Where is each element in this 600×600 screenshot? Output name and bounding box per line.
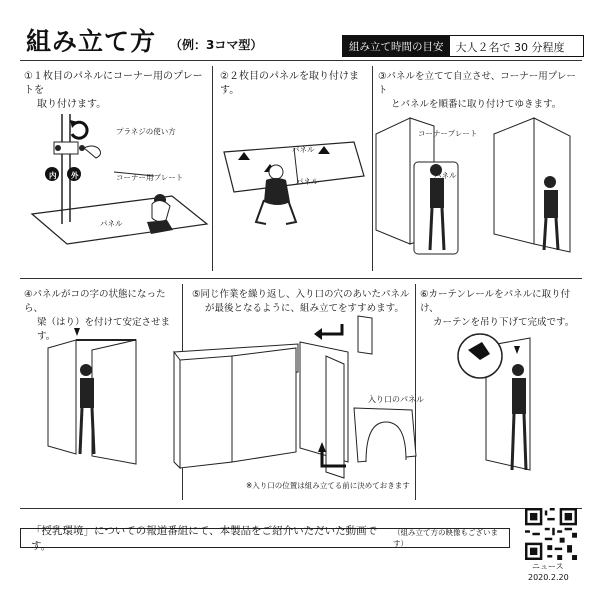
banner-note: （組み立て方の映像もございます）: [393, 528, 499, 548]
label-panel-2a: パネル: [292, 145, 315, 154]
label-corner-plate-2: コーナープレート: [418, 129, 478, 138]
row-divider: [20, 278, 582, 279]
label-inner: 内: [49, 171, 57, 180]
step-1-text: ①１枚目のパネルにコーナー用のプレートを 取り付けます。: [24, 71, 203, 110]
step-4-illustration: [40, 324, 180, 474]
assembly-time-box: [342, 35, 584, 57]
step-6-illustration: [440, 320, 570, 490]
news-label: ニュース: [532, 562, 564, 571]
step-6-text: ⑥カーテンレールをパネルに取り付け、 カーテンを吊り下げて完成です。: [420, 289, 575, 328]
news-date: 2020.2.20: [528, 573, 569, 582]
step-4-text: ④パネルがコの字の状態になったら、 梁（はり）を付けて安定させます。: [24, 289, 171, 342]
screw-icon: [55, 145, 61, 151]
qr-code[interactable]: [525, 508, 577, 560]
step-2-illustration: [214, 104, 370, 274]
label-panel-1: パネル: [100, 219, 123, 228]
page-title: 組み立て方: [26, 27, 157, 56]
page-subtitle: （例：3コマ型）: [170, 38, 263, 52]
col-divider-2: [372, 66, 373, 271]
arrow-left-icon: [314, 328, 322, 340]
step-3-text: ③パネルを立てて自立させ、コーナー用プレート とパネルを順番に取り付けてゆきます。: [378, 71, 576, 110]
label-screw-usage: プラネジの使い方: [116, 127, 176, 136]
step-2-text: ②２枚目のパネルを取り付けます。: [220, 71, 359, 96]
video-banner: [20, 525, 510, 552]
label-panel-2b: パネル: [296, 177, 319, 186]
time-label: 組み立て時間の目安: [343, 36, 450, 56]
label-panel-3: パネル: [434, 171, 457, 180]
step-5-text: ⑤同じ作業を繰り返し、入り口の穴のあいたパネル が最後となるように、組み立てをすすめます。: [192, 289, 410, 314]
label-corner-plate: コーナー用プレート: [116, 173, 184, 182]
label-entrance-panel: 入り口のパネル: [368, 395, 424, 404]
entrance-note: ※入り口の位置は組み立てる前に決めておきます: [246, 481, 410, 490]
step-3-illustration: [374, 104, 582, 274]
time-value: 大人２名で 30 分程度: [455, 41, 565, 54]
banner-text: 「授乳環境」についての報道番組にて、本製品をご紹介いただいた動画です。: [31, 525, 378, 552]
label-outer: 外: [71, 171, 79, 180]
col-divider-1: [212, 66, 213, 271]
bottom-divider: [20, 508, 582, 509]
header-divider: [20, 60, 582, 61]
arrow-down-icon: [74, 328, 80, 336]
